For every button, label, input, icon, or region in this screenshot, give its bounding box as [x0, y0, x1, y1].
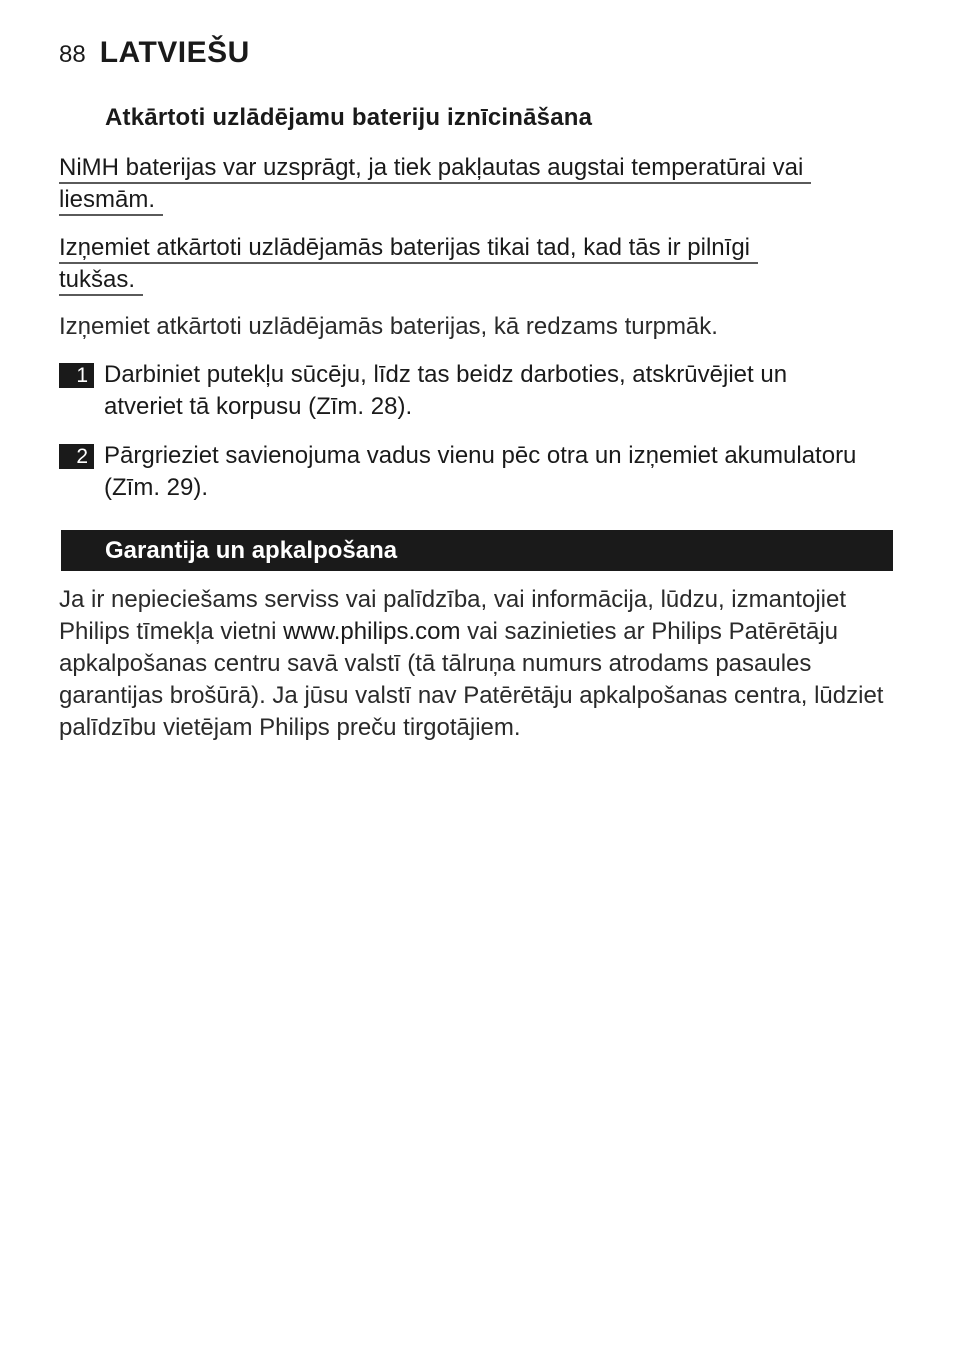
- warning-explosion-line1: NiMH baterijas var uzsprāgt, ja tiek pakļautas augstai temperatūrai vai: [59, 154, 811, 184]
- warning-explosion-line2: liesmām.: [59, 186, 163, 216]
- warning-remove-empty: [59, 232, 758, 296]
- section-heading-battery-disposal: Atkārtoti uzlādējamu bateriju iznīcināšana: [105, 104, 593, 131]
- step-number-badge: 1: [59, 363, 94, 388]
- step-item: [59, 359, 899, 423]
- step-text: Pārgrieziet savienojuma vadus vienu pēc otra un izņemiet akumulatoru (Zīm. 29).: [104, 442, 857, 501]
- warning-remove-line1: Izņemiet atkārtoti uzlādējamās baterijas tikai tad, kad tās ir pilnīgi: [59, 234, 758, 264]
- philips-website-link[interactable]: www.philips.com: [283, 618, 461, 645]
- warranty-paragraph: [59, 584, 904, 744]
- page-header: [59, 36, 250, 70]
- warranty-text-part1: Ja ir nepieciešams serviss vai palīdzība, vai informācija, lūdzu, izmantojiet Philips tīmekļa vietni: [59, 586, 846, 645]
- step-item: [59, 440, 899, 504]
- intro-paragraph: Izņemiet atkārtoti uzlādējamās baterijas, kā redzams turpmāk.: [59, 313, 718, 340]
- section-heading-warranty: Garantija un apkalpošana: [61, 530, 893, 571]
- language-title: LATVIEŠU: [99, 36, 250, 69]
- step-text: Darbiniet putekļu sūcēju, līdz tas beidz darboties, atskrūvējiet un atveriet tā korpusu (Zīm. 28).: [104, 361, 788, 420]
- step-number-badge: 2: [59, 444, 94, 469]
- warning-remove-line2: tukšas.: [59, 266, 143, 296]
- warning-explosion: [59, 152, 811, 216]
- warranty-text-part2: vai sazinieties ar Philips Patērētāju apkalpošanas centru savā valstī (tā tālruņa numurs atrodams pasaules garantijas brošūrā). Ja jūsu valstī nav Patērētāju apkalpošanas centra, lūdziet palīdzību vietējam Philips preču tirgotājiem.: [59, 618, 884, 741]
- page-number: 88: [59, 41, 86, 68]
